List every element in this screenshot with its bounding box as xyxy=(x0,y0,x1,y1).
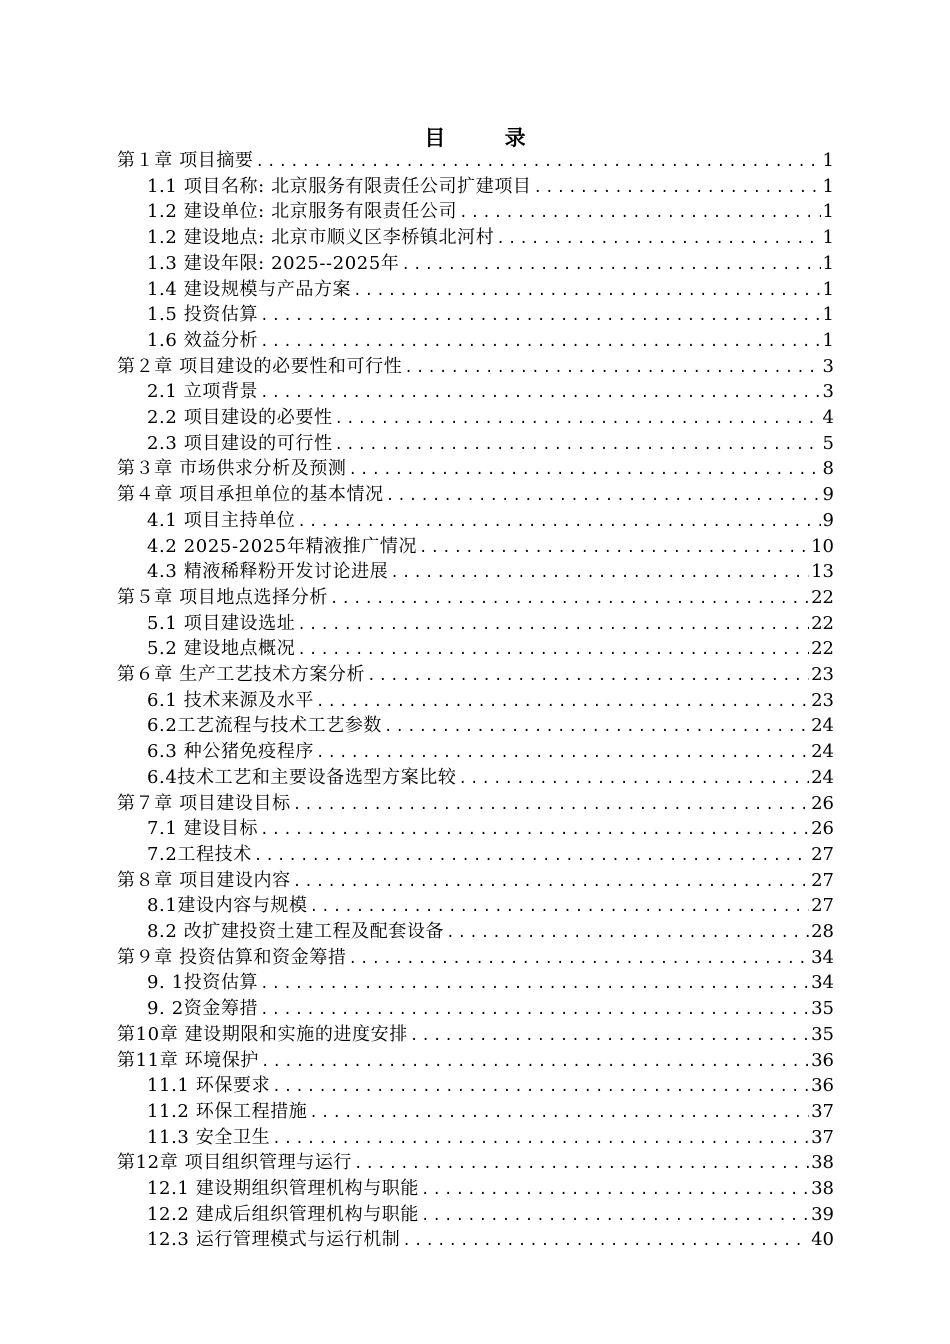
toc-entry-label: 第７章 项目建设目标 xyxy=(117,792,291,814)
toc-entry-label: 7.1 建设目标 xyxy=(147,818,259,840)
toc-section-entry[interactable] xyxy=(147,302,834,328)
dot-leader xyxy=(293,869,809,895)
toc-entry-label: 第５章 项目地点选择分析 xyxy=(117,586,328,608)
toc-entry-label: 4.2 2025-2025年精液推广情况 xyxy=(147,535,418,557)
toc-entry-label: 1.6 效益分析 xyxy=(147,329,259,351)
toc-entry-label: 1.2 建设单位: 北京服务有限责任公司 xyxy=(147,201,458,223)
toc-section-entry[interactable] xyxy=(147,1176,834,1202)
dot-leader xyxy=(384,714,809,740)
toc-page-number: 5 xyxy=(822,432,834,454)
toc-page-number: 34 xyxy=(811,972,834,994)
toc-section-entry[interactable] xyxy=(147,816,834,842)
toc-page-number: 10 xyxy=(811,535,834,557)
toc-page-number: 1 xyxy=(822,227,834,249)
dot-leader xyxy=(260,997,809,1023)
toc-page-number: 8 xyxy=(822,458,834,480)
dot-leader xyxy=(335,432,821,458)
toc-page-number: 27 xyxy=(811,895,834,917)
toc-page-number: 9 xyxy=(822,484,834,506)
dot-leader xyxy=(390,560,809,586)
dot-leader xyxy=(261,1049,809,1075)
toc-page-number: 1 xyxy=(822,201,834,223)
toc-page-number: 23 xyxy=(811,664,834,685)
toc-page-number: 9 xyxy=(822,509,834,531)
toc-page-number: 1 xyxy=(822,329,834,351)
dot-leader xyxy=(272,1074,809,1100)
toc-page-number: 1 xyxy=(822,304,834,326)
toc-entry-label: 第11章 环境保护 xyxy=(117,1049,260,1071)
toc-page-number: 38 xyxy=(811,1152,834,1174)
toc-entry-label: 11.1 环保要求 xyxy=(147,1075,271,1097)
toc-page-number: 26 xyxy=(811,818,834,840)
toc-entry-label: 第４章 项目承担单位的基本情况 xyxy=(117,484,384,506)
toc-section-entry[interactable] xyxy=(147,328,834,354)
toc-section-entry[interactable] xyxy=(147,842,834,868)
toc-section-entry[interactable] xyxy=(147,431,834,457)
toc-page-number: 26 xyxy=(811,792,834,814)
toc-chapter-entry[interactable] xyxy=(117,1150,834,1176)
toc-section-entry[interactable] xyxy=(147,559,834,585)
toc-page-number: 38 xyxy=(811,1178,834,1199)
toc-page-number: 1 xyxy=(822,278,834,300)
toc-chapter-entry[interactable] xyxy=(117,585,834,611)
dot-leader xyxy=(309,1100,809,1126)
toc-page-number: 35 xyxy=(811,998,834,1020)
toc-entry-label: 2.1 立项背景 xyxy=(147,381,259,403)
toc-section-entry[interactable] xyxy=(147,765,834,791)
toc-page-number: 34 xyxy=(811,946,834,968)
dot-leader xyxy=(310,894,809,920)
toc-section-entry[interactable] xyxy=(147,174,834,200)
dot-leader xyxy=(297,612,809,638)
toc-page-number: 1 xyxy=(822,150,834,171)
toc-page-number: 27 xyxy=(811,869,834,891)
toc-page-number: 40 xyxy=(811,1229,834,1251)
dot-leader xyxy=(297,637,809,663)
toc-chapter-entry[interactable] xyxy=(117,662,834,688)
toc-section-entry[interactable] xyxy=(147,251,834,277)
toc-section-entry[interactable] xyxy=(147,508,834,534)
dot-leader xyxy=(421,1203,809,1229)
toc-entry-label: 第９章 投资估算和资金筹措 xyxy=(117,946,347,968)
toc-entry-label: 4.1 项目主持单位 xyxy=(147,509,296,531)
toc-section-entry[interactable] xyxy=(147,1125,834,1151)
toc-section-entry[interactable] xyxy=(147,688,834,714)
toc-entry-label: 12.1 建设期组织管理机构与职能 xyxy=(147,1178,419,1199)
toc-page-number: 36 xyxy=(811,1049,834,1071)
dot-leader xyxy=(402,1228,809,1254)
toc-entry-label: 1.3 建设年限: 2025--2025年 xyxy=(147,252,400,274)
toc-entry-label: 2.3 项目建设的可行性 xyxy=(147,432,333,454)
toc-entry-label: 5.1 项目建设选址 xyxy=(147,612,296,634)
dot-leader xyxy=(256,149,821,175)
dot-leader xyxy=(260,817,809,843)
toc-page-number: 27 xyxy=(811,843,834,865)
toc-section-entry[interactable] xyxy=(147,199,834,225)
toc-entry-label: 第８章 项目建设内容 xyxy=(117,869,291,891)
toc-entry-label: 6.2工艺流程与技术工艺参数 xyxy=(147,715,383,737)
toc-entry-label: 12.3 运行管理模式与运行机制 xyxy=(147,1229,401,1251)
toc-entry-label: 第６章 生产工艺技术方案分析 xyxy=(117,664,366,685)
dot-leader xyxy=(260,380,820,406)
dot-leader xyxy=(402,252,821,278)
toc-entry-label: 1.1 项目名称: 北京服务有限责任公司扩建项目 xyxy=(147,175,532,197)
toc-page-number: 24 xyxy=(811,715,834,737)
dot-leader xyxy=(446,920,809,946)
toc-entry-label: 第10章 建设期限和实施的进度安排 xyxy=(117,1023,408,1045)
toc-entry-label: 6.3 种公猪免疫程序 xyxy=(147,741,314,763)
toc-page-number: 22 xyxy=(811,612,834,634)
toc-entry-label: 11.3 安全卫生 xyxy=(147,1126,271,1148)
toc-section-entry[interactable] xyxy=(147,379,834,405)
toc-entry-label: 1.4 建设规模与产品方案 xyxy=(147,278,352,300)
toc-section-entry[interactable] xyxy=(147,713,834,739)
toc-chapter-entry[interactable] xyxy=(117,456,834,482)
dot-leader xyxy=(367,663,809,689)
toc-page-number: 1 xyxy=(822,252,834,274)
dot-leader xyxy=(410,1023,809,1049)
toc-page-number: 39 xyxy=(811,1203,834,1225)
toc-entry-label: 7.2工程技术 xyxy=(147,843,252,865)
toc-page-number: 3 xyxy=(822,355,834,377)
toc-page-number: 1 xyxy=(822,175,834,197)
toc-page-number: 28 xyxy=(811,921,834,942)
toc-entry-label: 4.3 精液稀释粉开发讨论进展 xyxy=(147,561,389,583)
toc-chapter-entry[interactable] xyxy=(117,868,834,894)
toc-section-entry[interactable] xyxy=(147,1073,834,1099)
dot-leader xyxy=(349,946,810,972)
dot-leader xyxy=(272,1126,809,1152)
dot-leader xyxy=(459,200,820,226)
toc-chapter-entry[interactable] xyxy=(117,354,834,380)
toc-title: 目 录 xyxy=(424,125,552,150)
toc-chapter-entry[interactable] xyxy=(117,482,834,508)
toc-page-number: 36 xyxy=(811,1075,834,1097)
toc-page-number: 13 xyxy=(811,561,834,583)
dot-leader xyxy=(386,483,821,509)
dot-leader xyxy=(316,740,809,766)
toc-section-entry[interactable] xyxy=(147,1227,834,1253)
toc-chapter-entry[interactable] xyxy=(117,148,834,174)
toc-section-entry[interactable] xyxy=(147,1099,834,1125)
dot-leader xyxy=(316,689,809,715)
toc-section-entry[interactable] xyxy=(147,919,834,945)
toc-section-entry[interactable] xyxy=(147,225,834,251)
toc-section-entry[interactable] xyxy=(147,1202,834,1228)
toc-chapter-entry[interactable] xyxy=(117,945,834,971)
toc-page-number: 22 xyxy=(811,638,834,660)
toc-section-entry[interactable] xyxy=(147,611,834,637)
toc-entry-label: 12.2 建成后组织管理机构与职能 xyxy=(147,1203,419,1225)
toc-section-entry[interactable] xyxy=(147,739,834,765)
toc-page-number: 24 xyxy=(811,741,834,763)
toc-page-number: 24 xyxy=(811,766,834,788)
toc-entry-label: 2.2 项目建设的必要性 xyxy=(147,407,333,428)
toc-entry-label: 1.2 建设地点: 北京市顺义区李桥镇北河村 xyxy=(147,227,495,249)
toc-page-number: 35 xyxy=(811,1023,834,1045)
toc-page-number: 3 xyxy=(822,381,834,403)
toc-page-number: 23 xyxy=(811,689,834,711)
dot-leader xyxy=(330,586,809,612)
dot-leader xyxy=(254,843,809,869)
toc-entry-label: 第３章 市场供求分析及预测 xyxy=(117,458,347,480)
toc-section-entry[interactable] xyxy=(147,405,834,431)
toc-entry-label: 8.1建设内容与规模 xyxy=(147,895,308,917)
toc-section-entry[interactable] xyxy=(147,893,834,919)
toc-page-number: 4 xyxy=(822,407,834,428)
dot-leader xyxy=(260,329,820,355)
dot-leader xyxy=(293,792,809,818)
toc-page-number: 37 xyxy=(811,1100,834,1122)
toc-entry-label: 9. 2资金筹措 xyxy=(147,998,259,1020)
toc-entry-label: 8.2 改扩建投资土建工程及配套设备 xyxy=(147,921,445,942)
toc-entry-label: 6.1 技术来源及水平 xyxy=(147,689,314,711)
toc-section-entry[interactable] xyxy=(147,277,834,303)
dot-leader xyxy=(496,226,820,252)
toc-section-entry[interactable] xyxy=(147,534,834,560)
dot-leader xyxy=(349,457,821,483)
toc-entry-label: 6.4技术工艺和主要设备选型方案比较 xyxy=(147,766,457,788)
toc-entry-label: 第12章 项目组织管理与运行 xyxy=(117,1152,353,1174)
toc-chapter-entry[interactable] xyxy=(117,1048,834,1074)
dot-leader xyxy=(260,303,820,329)
toc-section-entry[interactable] xyxy=(147,636,834,662)
dot-leader xyxy=(353,278,820,304)
dot-leader xyxy=(458,766,809,792)
dot-leader xyxy=(260,971,809,997)
dot-leader xyxy=(419,535,809,561)
dot-leader xyxy=(354,1151,809,1177)
toc-section-entry[interactable] xyxy=(147,996,834,1022)
toc-entry-label: 1.5 投资估算 xyxy=(147,304,259,326)
toc-entry-label: 5.2 建设地点概况 xyxy=(147,638,296,660)
toc-entry-label: 11.2 环保工程措施 xyxy=(147,1100,308,1122)
dot-leader xyxy=(404,355,820,381)
dot-leader xyxy=(335,406,821,432)
toc-section-entry[interactable] xyxy=(147,970,834,996)
toc-chapter-entry[interactable] xyxy=(117,791,834,817)
toc-page-number: 22 xyxy=(811,586,834,608)
toc-entry-label: 9. 1投资估算 xyxy=(147,972,259,994)
dot-leader xyxy=(297,509,820,535)
dot-leader xyxy=(534,175,821,201)
toc-page-number: 37 xyxy=(811,1126,834,1148)
toc-entry-label: 第１章 项目摘要 xyxy=(117,150,254,171)
toc-entry-label: 第２章 项目建设的必要性和可行性 xyxy=(117,355,403,377)
toc-chapter-entry[interactable] xyxy=(117,1022,834,1048)
dot-leader xyxy=(421,1177,809,1203)
